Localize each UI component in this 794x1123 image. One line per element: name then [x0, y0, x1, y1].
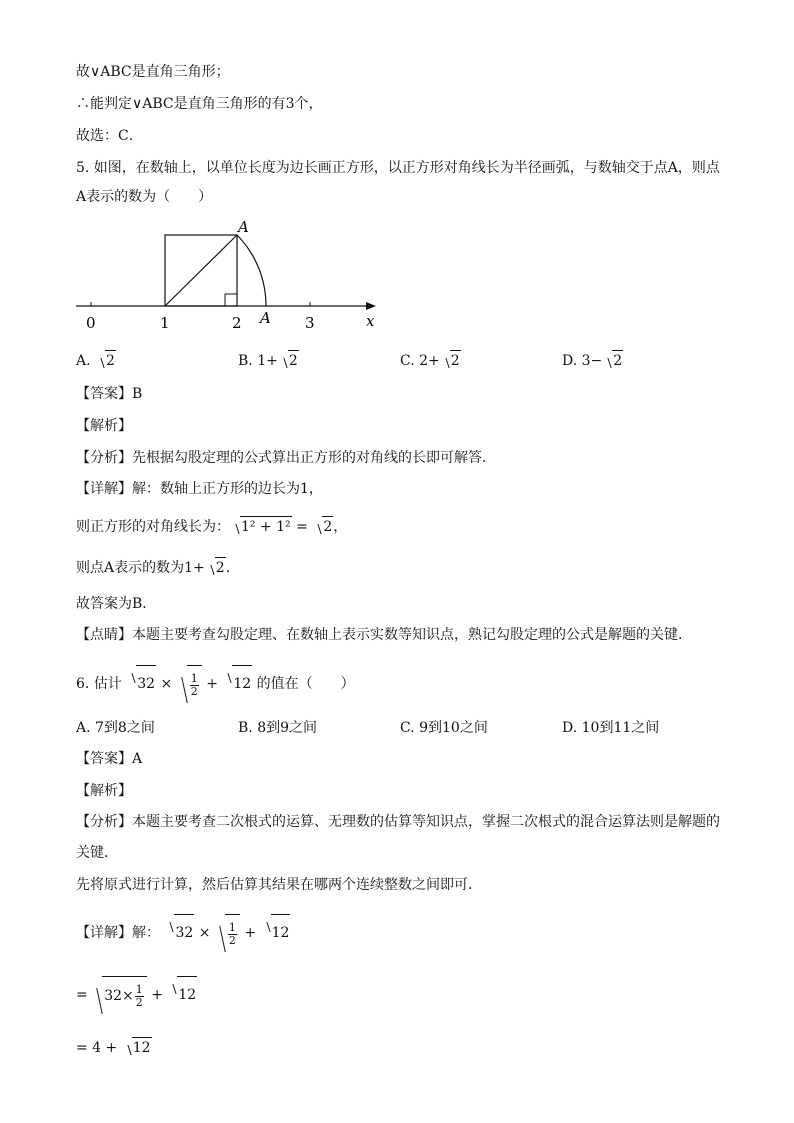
fraction: $\frac{1}{2}$	[135, 982, 143, 1009]
tick-label-1: 1	[160, 314, 170, 332]
q6-answer: 【答案】A	[76, 751, 143, 767]
axis-arrow	[366, 302, 376, 310]
sqrt-symbol: 12	[124, 1037, 152, 1058]
q6-analysis-line3: 先将原式进行计算，然后估算其结果在哪两个连续整数之间即可．	[76, 877, 482, 893]
sqrt-symbol: 12	[263, 914, 291, 951]
q6-option-c: C. 9到10之间	[400, 720, 488, 736]
q6-analysis-line2: 关键．	[76, 845, 118, 861]
q5-option-b: B. 1+ 2	[238, 350, 299, 371]
axis-label-x: x	[366, 312, 375, 330]
q6-step2: = 4 + 12	[76, 1037, 152, 1058]
fraction: $\frac{1}{2}$	[228, 920, 236, 947]
square-diagonal	[165, 235, 237, 306]
sqrt-symbol: 32	[166, 914, 194, 951]
sqrt-symbol: 32× $\frac{1}{2}$	[92, 976, 147, 1014]
text-line-3: 故选：C．	[76, 128, 143, 144]
tick-label-0: 0	[86, 314, 96, 332]
q5-conclusion: 故答案为B．	[76, 596, 157, 612]
apex-label: A	[238, 220, 249, 236]
q5-stem-line2: A表示的数为（ ）	[76, 189, 213, 205]
q5-detail: 【详解】解：数轴上正方形的边长为1，	[76, 481, 323, 497]
q5-answer: 【答案】B	[76, 386, 143, 402]
q5-option-d: D. 3− 2	[562, 350, 623, 371]
sqrt-symbol: 12	[169, 976, 197, 1013]
arc	[237, 235, 266, 306]
sqrt-symbol: 2	[207, 557, 226, 578]
sqrt-symbol: 32	[128, 665, 156, 702]
q5-stem-line1: 5. 如图，在数轴上，以单位长度为边长画正方形，以正方形对角线长为半径画弧，与数轴交于点A，则点	[76, 160, 720, 176]
sqrt-symbol: 12	[224, 665, 252, 702]
q6-option-a: A. 7到8之间	[76, 720, 155, 736]
point-a-label: A	[260, 309, 271, 327]
text-line-2: ∴能判定∨ABC是直角三角形的有3个，	[76, 96, 323, 112]
q6-step1: = 32× $\frac{1}{2}$ + 12	[76, 976, 197, 1014]
tick-label-2: 2	[232, 314, 242, 332]
q6-option-b: B. 8到9之间	[238, 720, 318, 736]
q5-option-c: C. 2+ 2	[400, 350, 461, 371]
sqrt-symbol: 2	[442, 350, 461, 371]
q5-analysis-title: 【解析】	[76, 418, 132, 434]
q5-comment: 【点睛】本题主要考查勾股定理、在数轴上表示实数等知识点，熟记勾股定理的公式是解题的关键．	[76, 627, 692, 643]
q5-point-line: 则点A表示的数为1+ 2．	[76, 557, 240, 578]
sqrt-symbol: 2	[280, 350, 299, 371]
q5-diagonal-line: 则正方形的对角线长为： 1² + 1² = 2，	[76, 516, 347, 537]
fraction: $\frac{1}{2}$	[190, 671, 198, 698]
sqrt-symbol	[215, 914, 240, 952]
q6-option-d: D. 10到11之间	[562, 720, 660, 736]
number-line-figure	[70, 220, 390, 335]
q6-stem: 6. 估计 32 × $\frac{1}{2}$ + 12 的值在（ ）	[76, 665, 355, 703]
sqrt-symbol: 2	[314, 516, 333, 537]
text-line-1: 故∨ABC是直角三角形；	[76, 64, 230, 80]
sqrt-symbol	[177, 665, 202, 703]
right-angle-mark	[225, 294, 237, 306]
q6-analysis-line1: 【分析】本题主要考查二次根式的运算、无理数的估算等知识点，掌握二次根式的混合运算法则是解题的	[76, 814, 720, 830]
q5-option-a: A. 2	[76, 350, 116, 371]
sqrt-symbol: 1² + 1²	[232, 516, 292, 537]
q6-analysis-title: 【解析】	[76, 783, 132, 799]
sqrt-symbol: 2	[97, 350, 116, 371]
q5-analysis: 【分析】先根据勾股定理的公式算出正方形的对角线的长即可解答．	[76, 450, 496, 466]
sqrt-symbol: 2	[604, 350, 623, 371]
q6-detail: 【详解】解： 32 × $\frac{1}{2}$ + 12	[76, 914, 290, 952]
tick-label-3: 3	[305, 314, 315, 332]
